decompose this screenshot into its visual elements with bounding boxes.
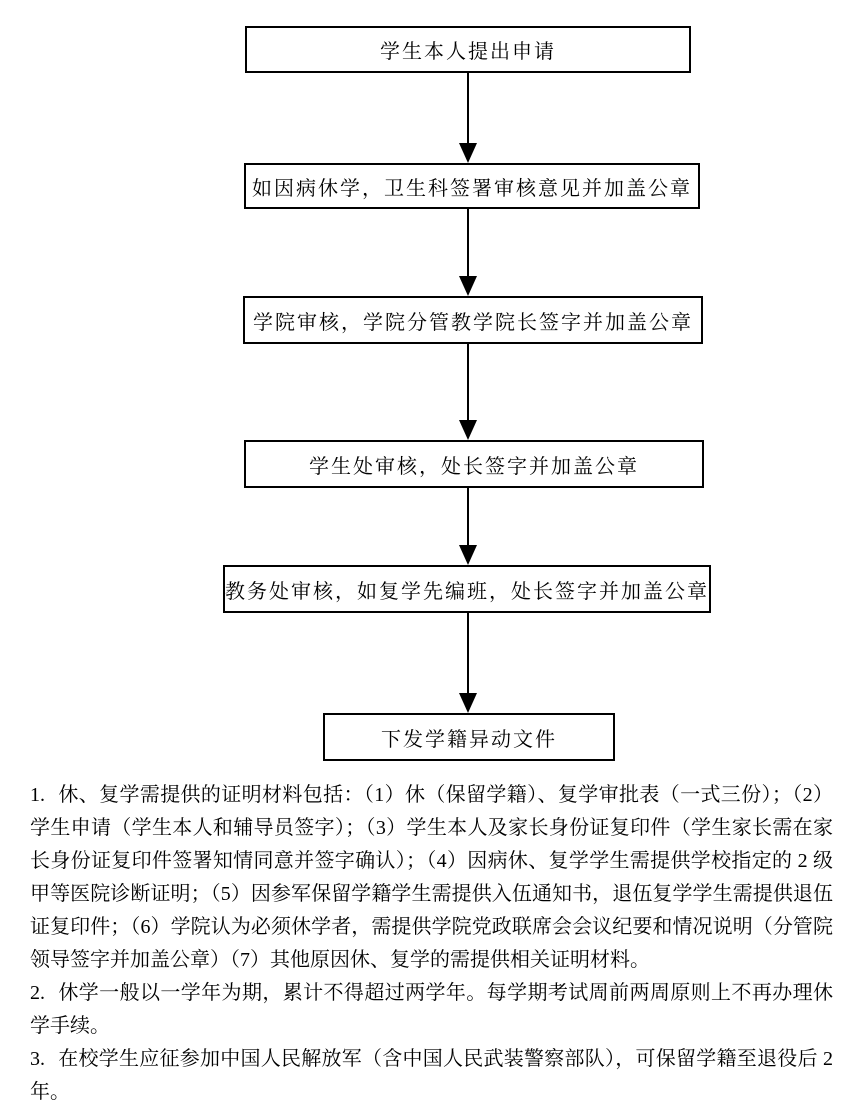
flow-step-issue-status-document: 下发学籍异动文件 <box>323 713 615 761</box>
note-3-text: 在校学生应征参加中国人民解放军（含中国人民武装警察部队），可保留学籍至退役后 2 年。 <box>30 1048 833 1103</box>
arrow-shaft <box>467 209 469 276</box>
flow-step-student-affairs-review: 学生处审核，处长签字并加盖公章 <box>244 440 704 488</box>
arrow-head-icon <box>459 693 477 713</box>
flow-arrow-down-2 <box>459 209 477 296</box>
flow-step-student-application: 学生本人提出申请 <box>245 26 691 73</box>
arrow-shaft <box>467 73 469 143</box>
arrow-head-icon <box>459 276 477 296</box>
flow-arrow-down-3 <box>459 344 477 440</box>
note-2-text: 休学一般以一学年为期，累计不得超过两学年。每学期考试周前两周原则上不再办理休学手续。 <box>30 982 833 1037</box>
arrow-shaft <box>467 613 469 693</box>
flow-step-health-office-review: 如因病休学，卫生科签署审核意见并加盖公章 <box>244 163 700 209</box>
arrow-head-icon <box>459 143 477 163</box>
arrow-shaft <box>467 344 469 420</box>
note-2 <box>30 977 833 1043</box>
arrow-shaft <box>467 488 469 545</box>
note-1-text: 休、复学需提供的证明材料包括：（1）休（保留学籍）、复学审批表（一式三份）；（2）学生申请（学生本人和辅导员签字）；（3）学生本人及家长身份证复印件（学生家长需在家长身份证复印件签署知情同意并签字确认）；（4）因病休、复学学生需提供学校指定的 2 级甲等医院诊断证明；（5）因参军保留学籍学生需提供入伍通知书，退伍复学学生需提供退伍证复印件；（6）学院认为必须休学者，需提供学院党政联席会会议纪要和情况说明（分管院领导签字并加盖公章）（7）其他原因休、复学的需提供相关证明材料。 <box>30 784 833 971</box>
note-1-number: 1. <box>30 784 45 806</box>
flow-step-academic-affairs-review: 教务处审核，如复学先编班，处长签字并加盖公章 <box>223 565 711 613</box>
flow-arrow-down-5 <box>459 613 477 713</box>
flow-arrow-down-4 <box>459 488 477 565</box>
note-3 <box>30 1043 833 1109</box>
flow-arrow-down-1 <box>459 73 477 163</box>
arrow-head-icon <box>459 545 477 565</box>
notes-section <box>30 779 833 1109</box>
note-2-number: 2. <box>30 982 45 1004</box>
note-3-number: 3. <box>30 1048 45 1070</box>
flow-step-college-review: 学院审核，学院分管教学院长签字并加盖公章 <box>243 296 703 344</box>
note-1 <box>30 779 833 977</box>
arrow-head-icon <box>459 420 477 440</box>
